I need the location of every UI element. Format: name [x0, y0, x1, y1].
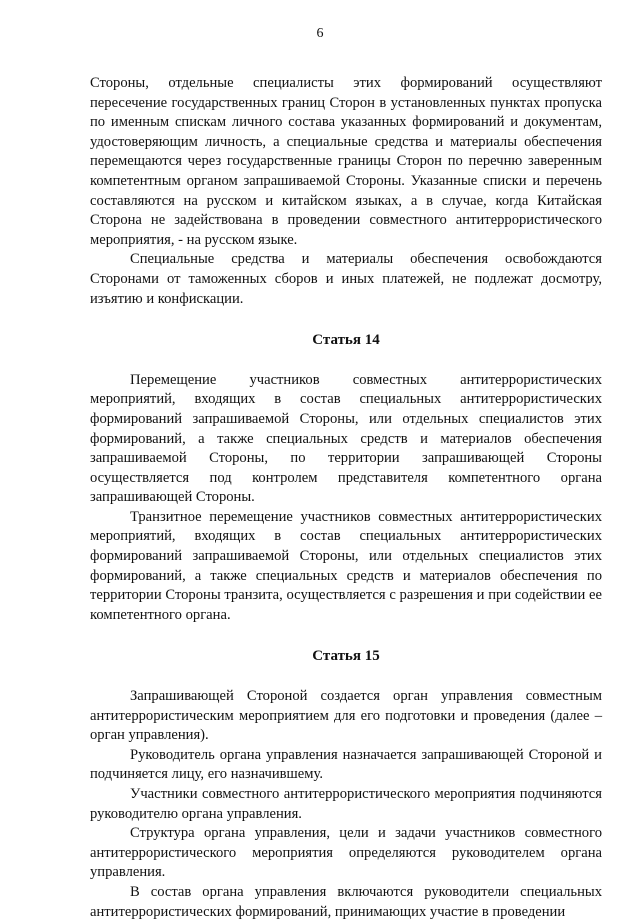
article-14-paragraph-2: Транзитное перемещение участников совместных антитеррористических мероприятий, входящих в состав специальных антитеррористических формирований запрашиваемой Стороны, или отдельных специалистов этих формирований, а также специальных средств и материалов обеспечения по территории Стороны транзита, осуществляется с разрешения и при содействии ее компетентного органа.	[90, 508, 602, 623]
article-15-heading: Статья 15	[312, 648, 380, 665]
article-14-paragraph-1: Перемещение участников совместных антитеррористических мероприятий, входящих в состав специальных антитеррористических формирований запрашиваемой Стороны, или отдельных специалистов этих формирований, а также специальных средств и материалов обеспечения запрашиваемой Стороны, по территории запрашивающей Стороны осуществляется под контролем представителя компетентного органа запрашивающей Стороны.	[90, 371, 602, 506]
document-body	[90, 74, 602, 922]
paragraph-intro-1: Стороны, отдельные специалисты этих формирований осуществляют пересечение государственных границ Сторон в установленных пунктах пропуска по именным спискам личного состава указанных формирований и документам, удостоверяющим личность, а специальные средства и материалы обеспечения перемещаются через государственные границы Сторон по перечню заверенным компетентным органом запрашиваемой Стороны. Указанные списки и перечень составляются на русском и китайском языках, а в случае, когда Китайская Сторона не задействована в проведении совместного антитеррористического мероприятия, - на русском языке.	[90, 75, 602, 248]
paragraph-intro-2: Специальные средства и материалы обеспечения освобождаются Сторонами от таможенных сборов и иных платежей, не подлежат досмотру, изъятию и конфискации.	[90, 251, 602, 307]
article-15-paragraph-3: Участники совместного антитеррористического мероприятия подчиняются руководителю органа управления.	[90, 786, 602, 822]
article-15-paragraph-2: Руководитель органа управления назначается запрашивающей Стороной и подчиняется лицу, его назначившему.	[90, 746, 602, 783]
article-14-heading: Статья 14	[312, 332, 380, 349]
page-number: 6	[316, 26, 324, 41]
article-15-paragraph-4: Структура органа управления, цели и задачи участников совместного антитеррористического мероприятия определяются руководителем органа управления.	[90, 825, 602, 881]
article-15-paragraph-1: Запрашивающей Стороной создается орган управления совместным антитеррористическим мероприятием для его подготовки и проведения (далее – орган управления).	[90, 688, 602, 744]
article-15-paragraph-5: В состав органа управления включаются руководители специальных антитеррористических формирований, принимающих участие в проведении	[90, 883, 602, 920]
